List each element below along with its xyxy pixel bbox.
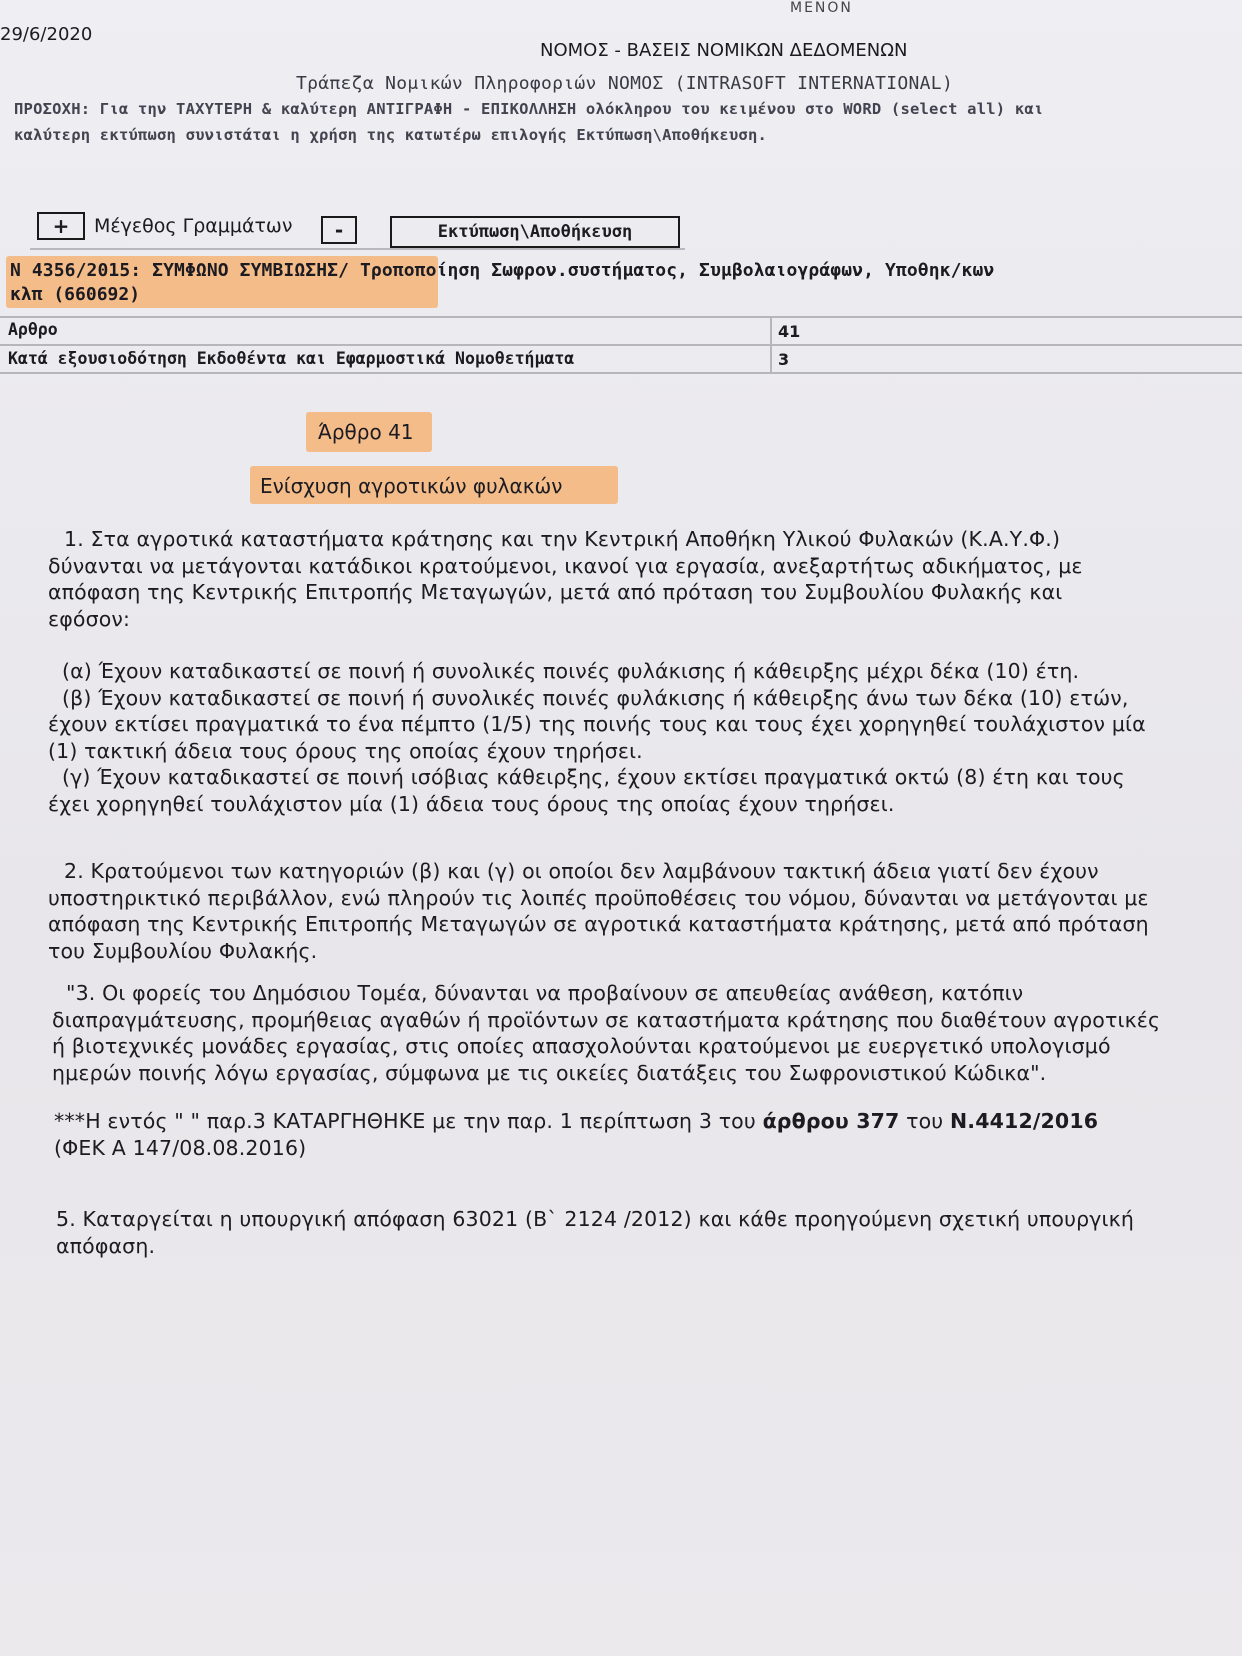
paragraph-3: [52, 980, 1160, 1086]
toolbar-divider: [30, 248, 685, 250]
article-number: Άρθρο 41: [318, 420, 414, 444]
list-item: (γ) Έχουν καταδικαστεί σε ποινή ισόβιας κάθειρξης, έχουν εκτίσει πραγματικά οκτώ (8) έτη και τους: [62, 765, 1125, 789]
paragraph-line: 1. Στα αγροτικά καταστήματα κράτησης και την Κεντρική Αποθήκη Υλικού Φυλακών (Κ.Α.Υ.Φ.): [64, 527, 1061, 551]
article-title: Ενίσχυση αγροτικών φυλακών: [260, 474, 563, 498]
paragraph-line: του Συμβουλίου Φυλακής.: [48, 938, 318, 963]
law-title: [10, 260, 994, 281]
paragraph-line: ή βιοτεχνικές μονάδες εργασίας, στις οποίες απασχολούνται κρατούμενοι με ευεργετικό υπολογισμό: [52, 1034, 1111, 1058]
law-title-highlighted: Ν 4356/2015: ΣΥΜΦΩΝΟ ΣΥΜΒΙΩΣΗΣ: [10, 260, 339, 281]
warning-line-2: καλύτερη εκτύπωση συνιστάται η χρήση της κατωτέρω επιλογής Εκτύπωση\Αποθήκευση.: [14, 126, 768, 144]
note-article-ref: άρθρου 377: [762, 1109, 900, 1133]
table-row-divider: [0, 344, 1242, 346]
paragraph-line: 5. Καταργείται η υπουργική απόφαση 63021 (Β` 2124 /2012) και κάθε προηγούμενη σχετική υπουργική: [56, 1207, 1135, 1231]
cropped-header-text: ΜΕΝΟΝ: [790, 0, 853, 16]
paragraph-line: εφόσον:: [48, 606, 131, 631]
table-column-divider: [770, 318, 772, 372]
paragraph-line: "3. Οι φορείς του Δημόσιου Τομέα, δύνανται να προβαίνουν σε απευθείας ανάθεση, κατόπιν: [66, 981, 1024, 1005]
law-title-rest: / Τροποποίηση Σωφρον.συστήματος, Συμβολαιογράφων, Υποθηκ/κων: [338, 260, 995, 281]
repeal-note: [54, 1108, 1098, 1161]
table-border-bottom: [0, 372, 1242, 374]
list-item: (β) Έχουν καταδικαστεί σε ποινή ή συνολικές ποινές φυλάκισης ή κάθειρξης άνω των δέκα (10) ετών,: [62, 685, 1129, 710]
increase-font-button[interactable]: +: [37, 212, 85, 240]
paragraph-line: διαπραγμάτευσης, προμήθειας αγαθών ή προϊόντων σε καταστήματα κράτησης που διαθέτουν αγροτικές: [52, 1007, 1161, 1032]
paragraph-1-items: [48, 658, 1146, 817]
paragraph-line: υποστηρικτικό περιβάλλον, ενώ πληρούν τις λοιπές προϋποθέσεις του νόμου, δύνανται να μετάγονται με: [48, 885, 1149, 910]
table-row-label: Αρθρο: [8, 320, 58, 339]
paragraph-1: [48, 526, 1083, 632]
warning-line-1: ΠΡΟΣΟΧΗ: Για την ΤΑΧΥΤΕΡΗ & καλύτερη ΑΝΤΙΓΡΑΦΗ - ΕΠΙΚΟΛΛΗΣΗ ολόκληρου του κειμένου στο WORD (select all) και: [14, 100, 1044, 118]
paragraph-line: απόφαση.: [56, 1233, 156, 1258]
note-text: ***Η εντός " " παρ.3 ΚΑΤΑΡΓΗΘΗΚΕ με την παρ. 1 περίπτωση 3 του: [54, 1109, 763, 1133]
list-item: έχει χορηγηθεί τουλάχιστον μία (1) άδεια τους όρους της οποίας έχουν τηρήσει.: [48, 791, 895, 816]
note-law-ref: Ν.4412/2016: [949, 1109, 1099, 1133]
paragraph-line: απόφαση της Κεντρικής Επιτροπής Μεταγωγών, μετά από πρόταση του Συμβουλίου Φυλακής και: [48, 580, 1063, 604]
paragraph-line: δύνανται να μετάγονται κατάδικοι κρατούμενοι, ικανοί για εργασία, ανεξαρτήτως αδικήματος, με: [48, 553, 1083, 578]
list-item: έχουν εκτίσει πραγματικά το ένα πέμπτο (1/5) της ποινής τους και τους έχει χορηγηθεί τουλάχιστον μία: [48, 712, 1146, 736]
list-item: (α) Έχουν καταδικαστεί σε ποινή ή συνολικές ποινές φυλάκισης ή κάθειρξης μέχρι δέκα (10) έτη.: [62, 659, 1080, 683]
law-title-line-2: κλπ (660692): [10, 284, 141, 305]
print-date: 29/6/2020: [0, 24, 93, 45]
table-row-value: 41: [778, 322, 801, 341]
font-size-label: Μέγεθος Γραμμάτων: [94, 215, 293, 237]
site-title: ΝΟΜΟΣ - ΒΑΣΕΙΣ ΝΟΜΙΚΩΝ ΔΕΔΟΜΕΝΩΝ: [540, 40, 908, 61]
paragraph-line: ημερών ποινής λόγω εργασίας, σύμφωνα με τις οικείες διατάξεις του Σωφρονιστικού Κώδικα".: [52, 1060, 1047, 1085]
note-text: του: [899, 1109, 950, 1133]
table-row-value: 3: [778, 350, 790, 369]
print-save-button[interactable]: Εκτύπωση\Αποθήκευση: [390, 216, 680, 248]
paragraph-5: [56, 1206, 1134, 1259]
list-item: (1) τακτική άδεια τους όρους της οποίας έχουν τηρήσει.: [48, 738, 643, 763]
note-line: [54, 1108, 1098, 1135]
table-row-label: Κατά εξουσιοδότηση Εκδοθέντα και Εφαρμοστικά Νομοθετήματα: [8, 349, 575, 368]
paragraph-line: απόφαση της Κεντρικής Επιτροπής Μεταγωγών σε αγροτικά καταστήματα κράτησης, μετά από πρόταση: [48, 912, 1149, 936]
decrease-font-button[interactable]: -: [321, 216, 357, 244]
bank-title: Τράπεζα Νομικών Πληροφοριών ΝΟΜΟΣ (INTRASOFT INTERNATIONAL): [296, 73, 954, 94]
note-line-2: (ΦΕΚ Α 147/08.08.2016): [54, 1135, 307, 1160]
paragraph-line: 2. Κρατούμενοι των κατηγοριών (β) και (γ) οι οποίοι δεν λαμβάνουν τακτική άδεια γιατί δεν έχουν: [64, 859, 1099, 883]
paragraph-2: [48, 858, 1149, 964]
table-border-top: [0, 316, 1242, 318]
